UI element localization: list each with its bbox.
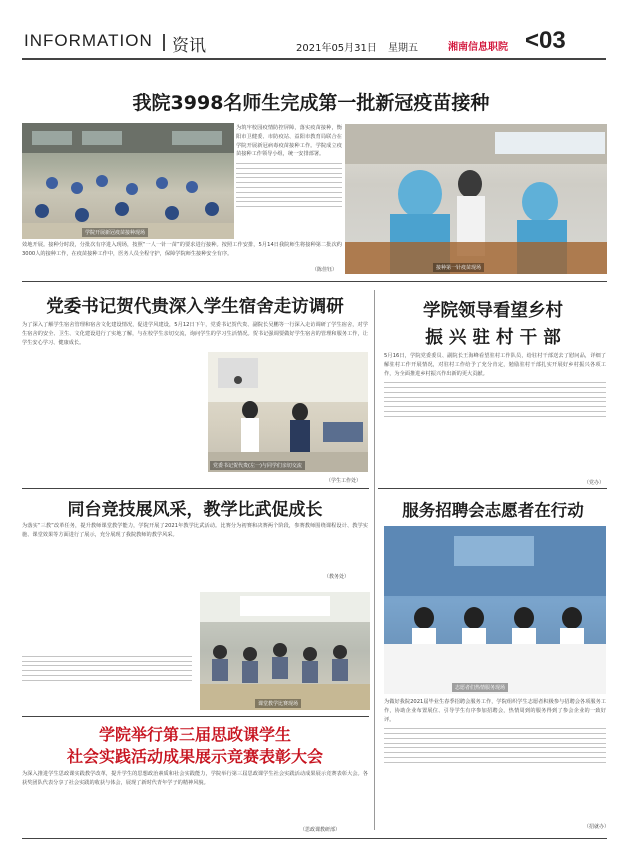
vaccination-hall-illustration [22,123,234,239]
article1-bottom-rule [22,281,607,282]
article1-photo-vaccination-hall [22,123,234,239]
issue-weekday: 星期五 [388,43,418,54]
article1-photo-injection [345,124,607,274]
article4-body-continued [22,652,192,712]
article2-body-text: 为了深入了解学生宿舍管理和宿舍文化建设情况，促进学风建设，5月12日下午，党委书记贺代贵、副院长吴鹏等一行深入走访调研了学生宿舍，对学生宿舍的安全、卫生、文化建设进行了实地了解，与在校学生亲切交流，询问学生的学习生活情况。贺书记强调要做好学生宿舍的管理和服务工作，让学生安心学习、健康成长。 [22,322,368,346]
article3-body-text: 5月16日，学院党委委员、副院长王海峰看望驻村工作队员，给驻村干部送去了慰问品，详细了解驻村工作开展情况，对驻村工作给予了充分肯定，勉励驻村干部扎实开展好乡村振兴各项工作，为全面推进乡村振兴作出新的更大贡献。 [384,353,606,377]
article1-photo1-caption: 学院开展新冠疫苗接种现场 [82,228,148,237]
article4-photo-caption: 课堂教学比赛现场 [255,699,301,708]
dormitory-visit-illustration [208,352,368,472]
page-number: <03 [525,27,566,54]
article5-body [384,698,606,822]
classroom-contest-illustration [200,592,370,710]
header-divider-bar [163,34,165,51]
article2-title: 党委书记贺代贵深入学生宿舍走访调研 [46,297,344,317]
article3-body [384,352,606,480]
article4-bottom-rule [22,716,369,717]
article3-title-line2: 振 兴 驻 村 干 部 [425,328,561,348]
article2-author: （学生工作处） [326,478,362,484]
article4-body-text: 为落实“三教”改革任务，提升教师课堂教学能力，学院开展了2021年教学比武活动。比赛分为初赛和决赛两个阶段，参赛教师围绕课程设计、教学实施、课堂效果等方面进行了展示，充分展现了我院教师的教学风采。 [22,523,368,538]
section-title-cn: 资讯 [172,36,206,56]
article2-bottom-rule [22,488,369,489]
article5-photo-volunteers [384,526,606,694]
article1-body-top [236,124,342,240]
article3-author: （党办） [584,480,605,486]
section-title-en: INFORMATION [24,31,153,50]
article4-title: 同台竞技展风采，教学比武促成长 [67,500,323,520]
article1-body-top-text: 为筑牢校园疫情防控屏障，落实疫苗接种，衡阳市卫健委、市防疫站、益阳市教育局联合在学院开展新冠病毒疫苗接种工作。学院成立疫苗接种工作领导小组，统一安排部署。 [236,125,342,158]
issue-date: 2021年05月31日 [296,43,377,54]
article4-photo-teaching-contest [200,592,370,710]
article6-title-line2: 社会实践活动成果展示竞赛表彰大会 [66,747,323,766]
article5-title: 服务招聘会志愿者在行动 [402,501,584,520]
article3-title-line1: 学院领导看望乡村 [423,301,563,321]
footer-rule [22,838,607,839]
column-divider [374,290,375,830]
article1-body-bottom-text: 效地开展。接种分时段，分批次有序进入现场，按照“一人一针一苗”的要求进行接种。按照工作安排，5月14日我院师生将接种第二批次约3000人的接种工作，在疫苗接种工作中，医务人员全程守护，保障学院师生接种安全有序。 [22,242,342,257]
article6-body-text: 为深入推进学生思政课实践教学改革，提升学生的思想政治素质和社会实践能力，学院举行第三届思政课学生社会实践活动成果展示竞赛表彰大会。各获奖团队代表分享了社会实践的收获与体会，展现了新时代青年学子的精神风貌。 [22,771,368,786]
article1-author: （陈佳钰） [312,267,338,273]
article5-body-text: 为做好我院2021届毕业生春季招聘会服务工作，学院组织学生志愿者积极参与招聘会各项服务工作，协助企业布置展位、引导学生有序参加招聘会，热情周到的服务得到了参会企业的一致好评。 [384,699,606,723]
article3-bottom-rule [378,488,607,489]
article1-photo2-caption: 接种第一针疫苗现场 [433,263,484,272]
publication-name: 湘南信息职院 [448,42,508,53]
article2-photo-dormitory [208,352,368,472]
header-rule [22,58,606,60]
article6-author: （思政课教研部） [300,827,341,833]
article2-photo-caption: 党委书记贺代贵(左一)与同学们亲切交流 [210,461,305,470]
article4-author: （教务处） [324,574,350,580]
article5-photo-caption: 志愿者们热情服务现场 [452,683,508,692]
injection-scene-illustration [345,124,607,274]
article6-title-line1: 学院举行第三届思政课学生 [98,725,291,744]
article1-title: 我院3998名师生完成第一批新冠疫苗接种 [132,92,490,114]
volunteers-desk-illustration [384,526,606,694]
article6-body [22,770,368,826]
article5-author: （招就办） [584,824,610,830]
article1-body-bottom [22,241,342,271]
